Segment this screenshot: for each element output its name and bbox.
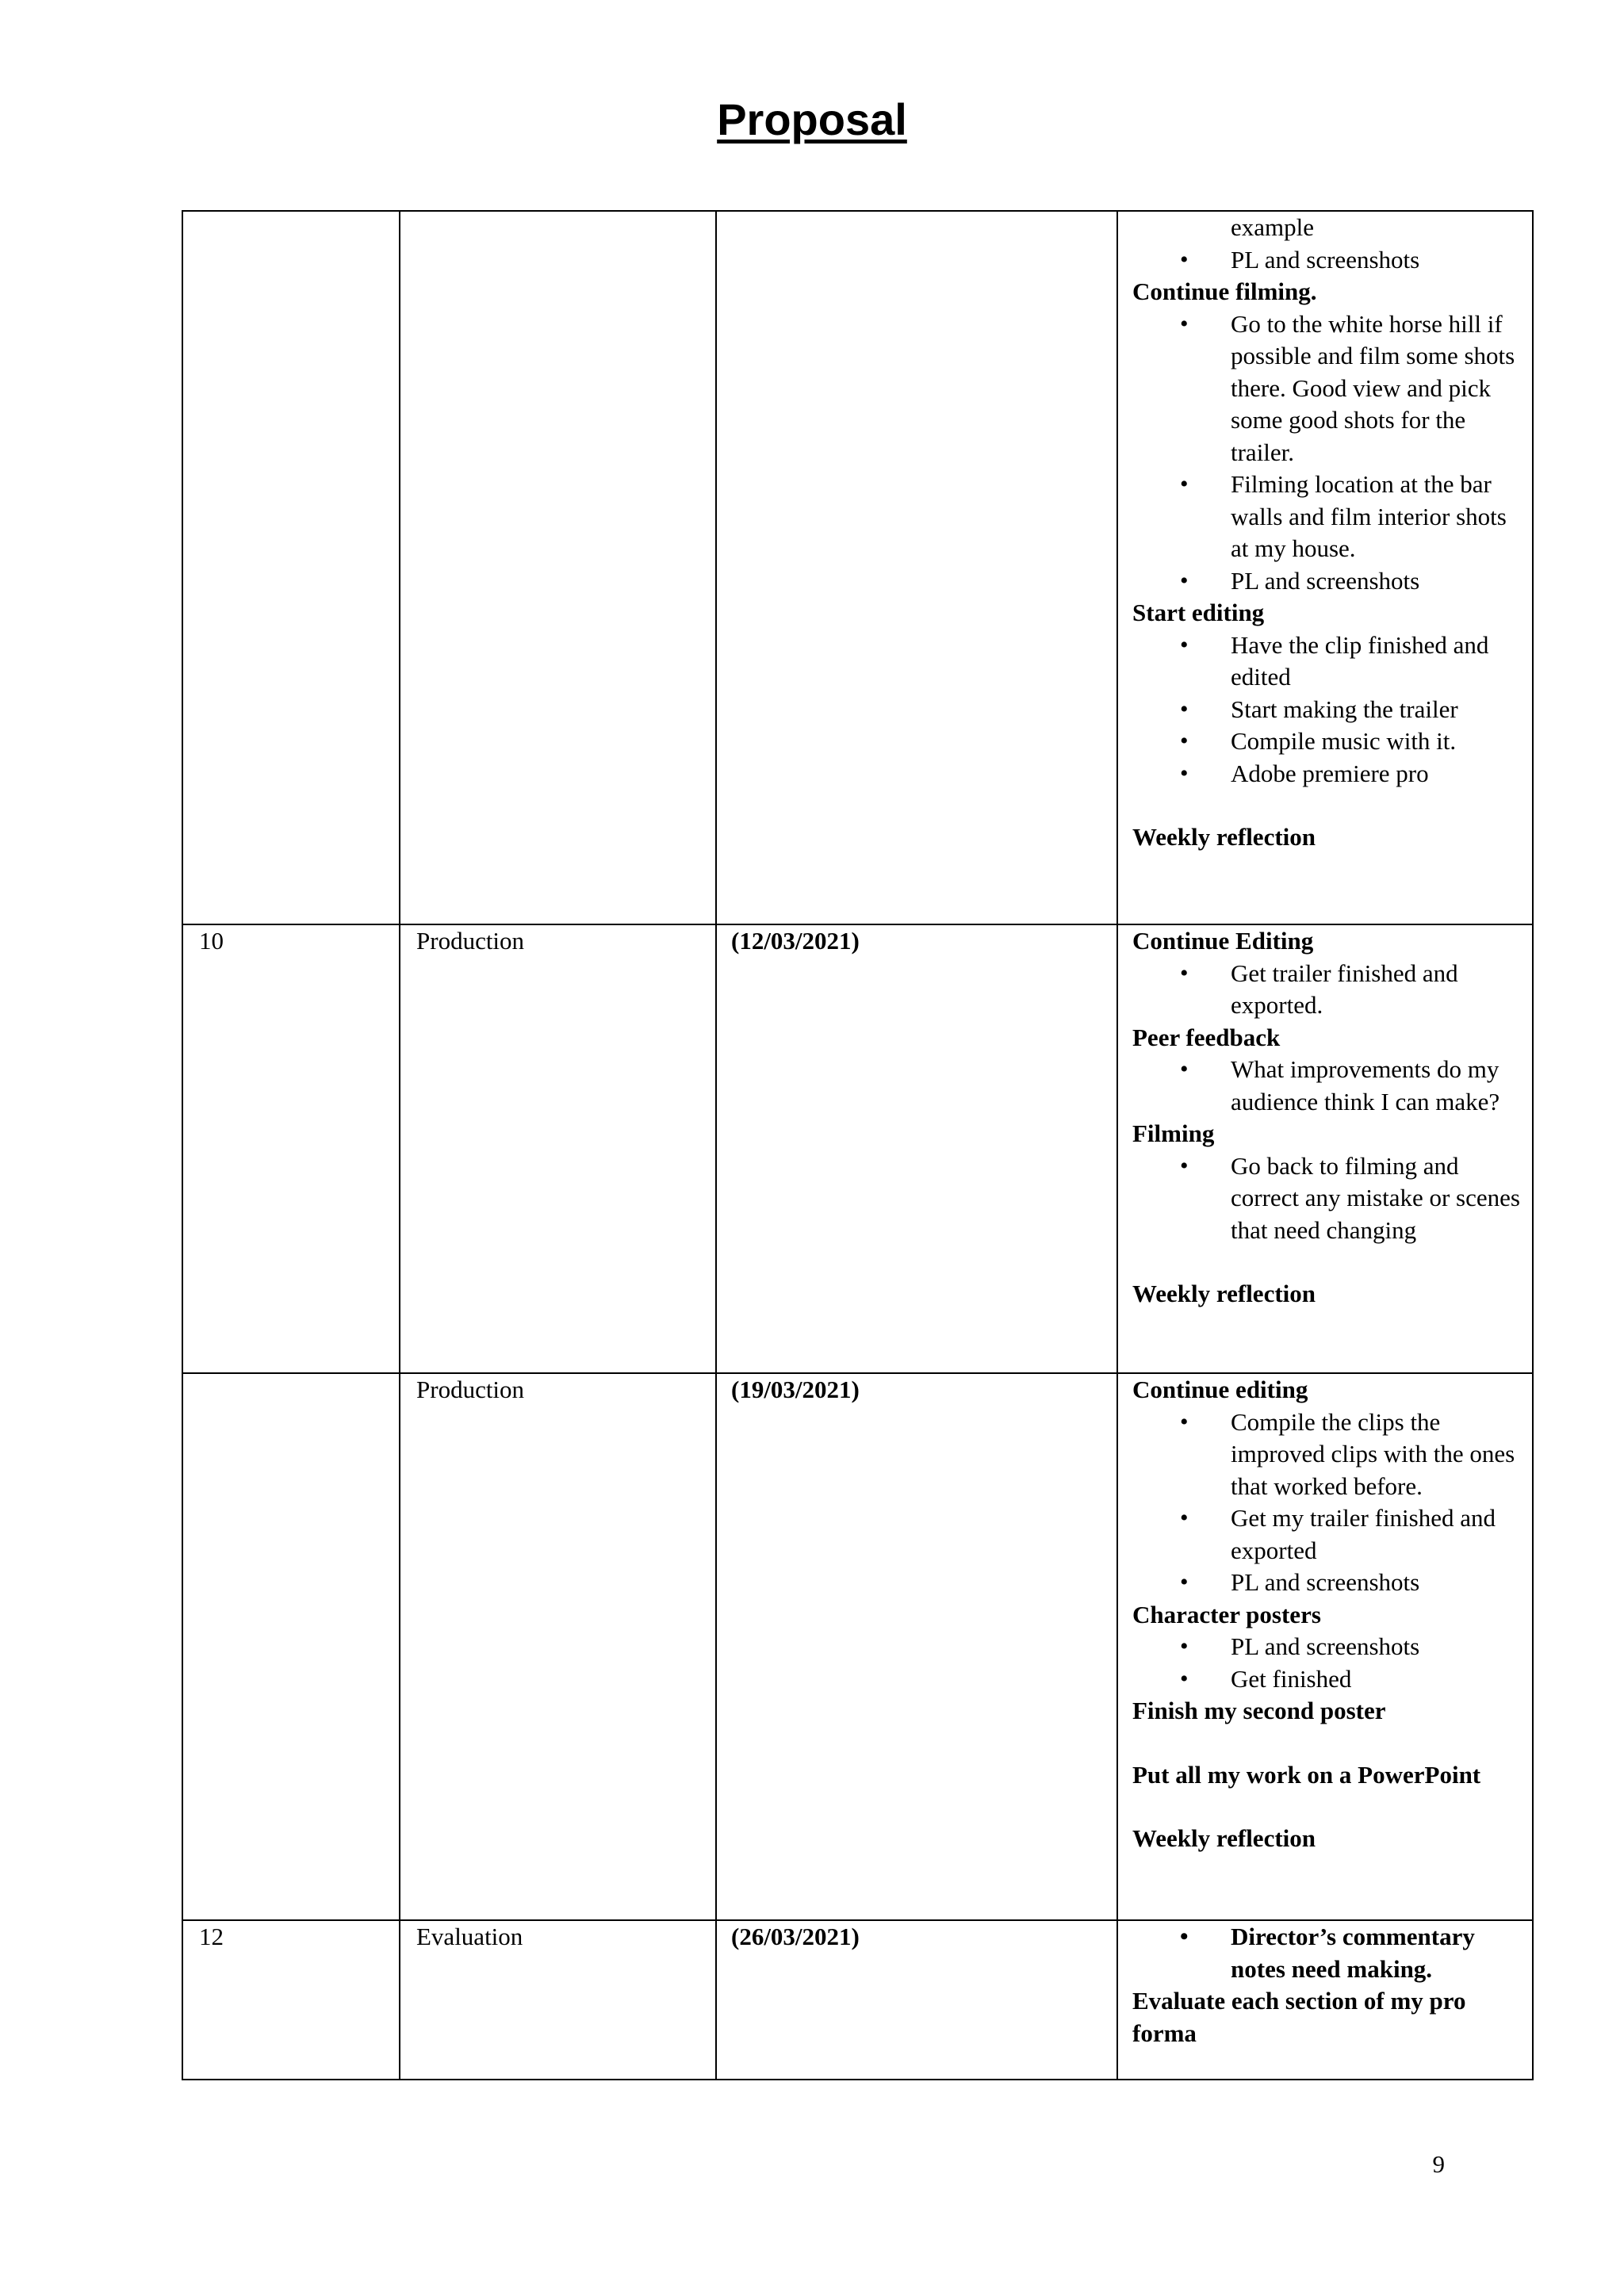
task-list — [1132, 212, 1521, 244]
task-list — [1132, 1054, 1521, 1118]
task-item: • Compile the clips the improved clips with the ones that worked before. — [1132, 1406, 1521, 1503]
phase-cell: Production — [400, 1373, 716, 1920]
task-item: • Have the clip finished and edited — [1132, 629, 1521, 694]
tasks-cell — [1117, 924, 1533, 1373]
task-item: • Get my trailer finished and exported — [1132, 1502, 1521, 1567]
task-item: • Get finished — [1132, 1663, 1521, 1696]
task-item: • Compile music with it. — [1132, 725, 1521, 758]
task-heading: Continue editing — [1132, 1376, 1308, 1403]
week-cell: 10 — [182, 924, 400, 1373]
task-list — [1132, 308, 1521, 598]
phase-cell: Production — [400, 924, 716, 1373]
page-title: Proposal — [717, 94, 907, 144]
task-item: • Director’s commentary notes need making. — [1132, 1921, 1521, 1985]
task-item: • Get trailer finished and exported. — [1132, 958, 1521, 1022]
task-heading: Start editing — [1132, 599, 1265, 626]
task-item: • Filming location at the bar walls and film interior shots at my house. — [1132, 469, 1521, 565]
tasks-cell — [1117, 1373, 1533, 1920]
weekly-reflection: Weekly reflection — [1132, 823, 1316, 851]
table-row — [182, 211, 1533, 924]
task-item: • PL and screenshots — [1132, 565, 1521, 598]
weekly-reflection: Weekly reflection — [1132, 1280, 1316, 1307]
task-item: example — [1231, 213, 1315, 241]
task-heading: Put all my work on a PowerPoint — [1132, 1760, 1481, 1789]
week-cell — [182, 1373, 400, 1920]
week-cell — [182, 211, 400, 924]
task-list — [1132, 1631, 1521, 1695]
task-list — [1132, 1150, 1521, 1247]
table-row — [182, 1920, 1533, 2080]
task-item: • PL and screenshots — [1132, 1631, 1521, 1663]
task-heading: Filming — [1132, 1119, 1215, 1147]
task-item: • Start making the trailer — [1132, 694, 1521, 726]
task-heading: Finish my second poster — [1132, 1697, 1386, 1724]
task-heading: Peer feedback — [1132, 1023, 1281, 1051]
task-list — [1132, 1921, 1521, 1985]
task-heading: Evaluate each section of my pro forma — [1132, 1987, 1466, 2047]
task-item: • What improvements do my audience think I can make? — [1132, 1054, 1521, 1118]
date-cell — [716, 211, 1117, 924]
phase-cell — [400, 211, 716, 924]
task-item: • Go to the white horse hill if possible and film some shots there. Good view and pick some good shots for the trailer. — [1132, 308, 1521, 469]
schedule-table — [182, 210, 1534, 2080]
task-heading: Continue Editing — [1132, 927, 1314, 955]
task-item: • Adobe premiere pro — [1132, 758, 1521, 790]
date-cell: (19/03/2021) — [716, 1373, 1117, 1920]
page-number: 9 — [1432, 2150, 1445, 2178]
task-item: • Go back to filming and correct any mistake or scenes that need changing — [1132, 1150, 1521, 1247]
week-cell: 12 — [182, 1920, 400, 2080]
task-list — [1132, 629, 1521, 790]
date-cell: (26/03/2021) — [716, 1920, 1117, 2080]
task-list — [1132, 958, 1521, 1022]
phase-cell: Evaluation — [400, 1920, 716, 2080]
task-list — [1132, 1406, 1521, 1599]
task-heading: Continue filming. — [1132, 277, 1317, 305]
task-item: • PL and screenshots — [1132, 244, 1521, 277]
tasks-cell — [1117, 1920, 1533, 2080]
task-list — [1132, 244, 1521, 277]
date-cell: (12/03/2021) — [716, 924, 1117, 1373]
tasks-cell — [1117, 211, 1533, 924]
task-heading: Character posters — [1132, 1600, 1321, 1628]
weekly-reflection: Weekly reflection — [1132, 1824, 1316, 1852]
task-item: • PL and screenshots — [1132, 1567, 1521, 1599]
table-row — [182, 1373, 1533, 1920]
table-row — [182, 924, 1533, 1373]
